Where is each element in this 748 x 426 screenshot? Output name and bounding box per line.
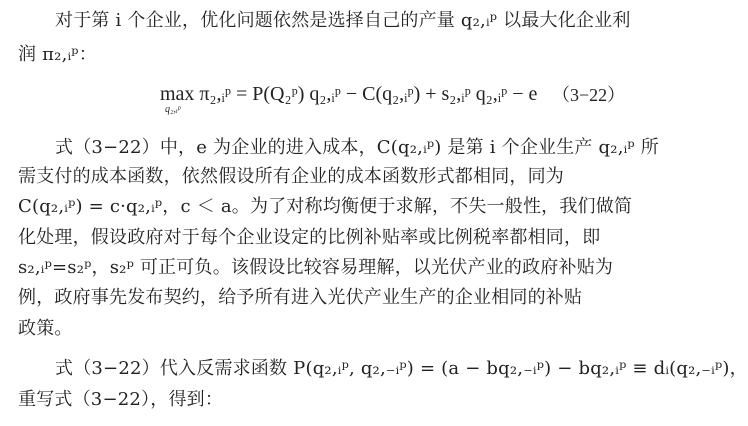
body-line-2: 需支付的成本函数，依然假设所有企业的成本函数形式都相同，同为 [18,166,564,187]
body-line-5: s₂,ᵢᵖ=s₂ᵖ，s₂ᵖ 可正可负。该假设比较容易理解，以光伏产业的政府补贴为 [18,257,614,278]
body-line-7: 政策。 [18,318,73,339]
body-line-3: C(q₂,ᵢᵖ) = c·q₂,ᵢᵖ，c ＜ a。为了对称均衡便于求解，不失一般性，我们做简 [18,196,633,217]
intro-line-1: 对于第 i 个企业，优化问题依然是选择自己的产量 q₂,ᵢᵖ 以最大化企业利 [55,10,631,31]
body-line-1: 式（3−22）中，e 为企业的进入成本，C(q₂,ᵢᵖ) 是第 i 个企业生产 q₂,ᵢᵖ 所 [55,137,659,158]
intro-line-2: 润 π₂,ᵢᵖ： [18,44,97,65]
closing-line-2: 重写式（3−22），得到： [18,389,224,410]
body-line-4: 化处理，假设政府对于每个企业设定的比例补贴率或比例税率都相同，即 [18,227,601,248]
equation-3-22: max π₂,ᵢᵖ = P(Q₂ᵖ) q₂,ᵢᵖ − C(q₂,ᵢᵖ) + s₂,ᵢᵖ q₂,ᵢᵖ − e [160,83,538,105]
closing-line-1: 式（3−22）代入反需求函数 P(q₂,ᵢᵖ, q₂,₋ᵢᵖ) = (a − bq₂,₋ᵢᵖ) − bq₂,ᵢᵖ ≡ dᵢ(q₂,₋ᵢᵖ)， [55,358,748,379]
equation-subscript: q₂,ᵢᵖ [165,104,181,115]
body-line-6: 例，政府事先发布契约，给予所有进入光伏产业生产的企业相同的补贴 [18,287,583,308]
equation-number: （3−22） [552,85,626,105]
